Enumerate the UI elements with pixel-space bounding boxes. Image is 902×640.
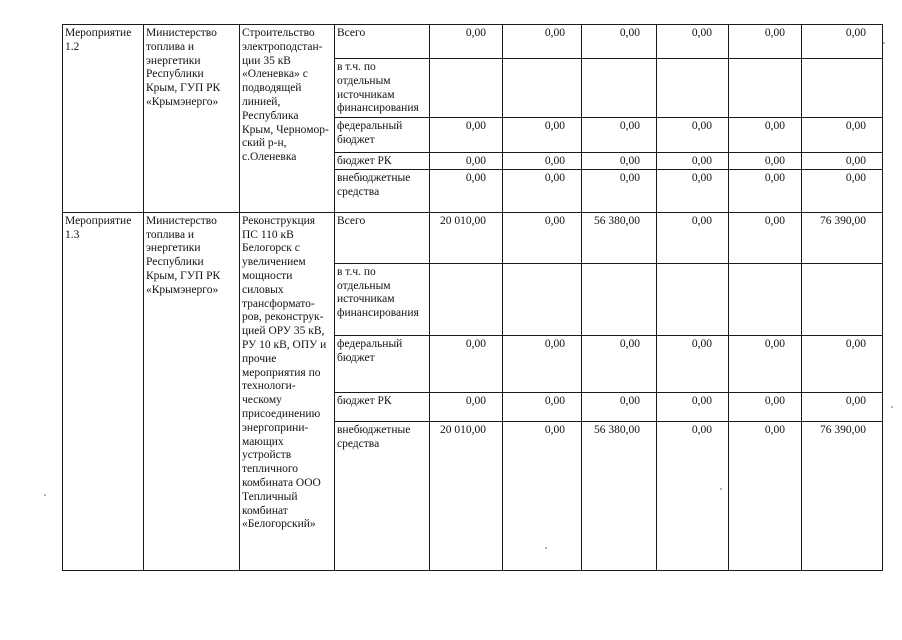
value-cell bbox=[430, 263, 503, 335]
value-cell: 0,00 bbox=[802, 169, 883, 212]
value-cell: 0,00 bbox=[503, 392, 582, 421]
value-cell: 0,00 bbox=[582, 118, 657, 153]
value-cell: 0,00 bbox=[802, 392, 883, 421]
value-cell: 0,00 bbox=[802, 335, 883, 392]
value-cell: 0,00 bbox=[582, 392, 657, 421]
value-cell bbox=[503, 263, 582, 335]
value-cell bbox=[582, 263, 657, 335]
executor-cell: Министерство топлива и энергетики Республики Крым, ГУП РК «Крымэнерго» bbox=[144, 212, 240, 570]
value-cell: 0,00 bbox=[657, 335, 729, 392]
value-cell: 0,00 bbox=[503, 169, 582, 212]
value-cell: 0,00 bbox=[657, 153, 729, 170]
scan-speck bbox=[44, 494, 46, 496]
source-cell: внебюджетные средства bbox=[335, 421, 430, 570]
value-cell: 0,00 bbox=[802, 25, 883, 59]
value-cell: 0,00 bbox=[657, 25, 729, 59]
scan-speck bbox=[720, 488, 722, 490]
value-cell: 0,00 bbox=[430, 118, 503, 153]
value-cell: 0,00 bbox=[657, 421, 729, 570]
value-cell bbox=[729, 263, 802, 335]
value-cell: 0,00 bbox=[657, 118, 729, 153]
value-cell: 0,00 bbox=[657, 212, 729, 263]
object-cell: Реконструкция ПС 110 кВ Белогорск с увеличением мощности силовых трансформато-ров, реконструк-цией ОРУ 35 кВ, РУ 10 кВ, ОПУ и прочие мероприятия по технологи-ческому присоединению энергоприни-мающих устройств тепличного комбината ООО Тепличный комбинат «Белогорский» bbox=[240, 212, 335, 570]
value-cell: 56 380,00 bbox=[582, 421, 657, 570]
value-cell: 0,00 bbox=[430, 392, 503, 421]
event-cell: Мероприятие 1.3 bbox=[63, 212, 144, 570]
scan-speck bbox=[545, 547, 547, 549]
value-cell: 0,00 bbox=[503, 25, 582, 59]
value-cell: 0,00 bbox=[582, 25, 657, 59]
table-row bbox=[63, 25, 883, 59]
value-cell bbox=[802, 263, 883, 335]
event-cell: Мероприятие 1.2 bbox=[63, 25, 144, 213]
value-cell: 0,00 bbox=[729, 335, 802, 392]
executor-cell: Министерство топлива и энергетики Республики Крым, ГУП РК «Крымэнерго» bbox=[144, 25, 240, 213]
value-cell bbox=[657, 263, 729, 335]
source-cell: федеральный бюджет bbox=[335, 335, 430, 392]
scan-speck bbox=[891, 406, 893, 408]
source-cell: в т.ч. по отдельным источникам финансирования bbox=[335, 59, 430, 118]
value-cell: 76 390,00 bbox=[802, 421, 883, 570]
value-cell: 0,00 bbox=[729, 25, 802, 59]
value-cell: 0,00 bbox=[582, 169, 657, 212]
value-cell: 0,00 bbox=[582, 335, 657, 392]
value-cell: 0,00 bbox=[430, 169, 503, 212]
value-cell: 0,00 bbox=[503, 118, 582, 153]
value-cell: 0,00 bbox=[503, 421, 582, 570]
source-cell: Всего bbox=[335, 212, 430, 263]
value-cell: 56 380,00 bbox=[582, 212, 657, 263]
value-cell bbox=[802, 59, 883, 118]
scan-speck bbox=[883, 42, 885, 44]
value-cell: 0,00 bbox=[657, 392, 729, 421]
value-cell: 0,00 bbox=[729, 212, 802, 263]
value-cell: 0,00 bbox=[729, 169, 802, 212]
value-cell bbox=[657, 59, 729, 118]
object-cell: Строительство электроподстан-ции 35 кВ «Оленевка» с подводящей линией, Республика Крым, Черномор-ский р-н, с.Оленевка bbox=[240, 25, 335, 213]
source-cell: в т.ч. по отдельным источникам финансирования bbox=[335, 263, 430, 335]
value-cell: 0,00 bbox=[503, 212, 582, 263]
table-row bbox=[63, 212, 883, 263]
value-cell: 0,00 bbox=[503, 153, 582, 170]
value-cell: 0,00 bbox=[503, 335, 582, 392]
value-cell: 76 390,00 bbox=[802, 212, 883, 263]
value-cell: 0,00 bbox=[582, 153, 657, 170]
value-cell: 0,00 bbox=[657, 169, 729, 212]
source-cell: федеральный бюджет bbox=[335, 118, 430, 153]
value-cell: 0,00 bbox=[802, 118, 883, 153]
funding-table bbox=[62, 24, 883, 571]
value-cell bbox=[729, 59, 802, 118]
source-cell: Всего bbox=[335, 25, 430, 59]
value-cell bbox=[503, 59, 582, 118]
value-cell bbox=[430, 59, 503, 118]
value-cell: 0,00 bbox=[430, 153, 503, 170]
value-cell: 0,00 bbox=[729, 421, 802, 570]
value-cell: 0,00 bbox=[802, 153, 883, 170]
value-cell: 0,00 bbox=[430, 25, 503, 59]
value-cell: 0,00 bbox=[729, 118, 802, 153]
value-cell: 0,00 bbox=[729, 392, 802, 421]
source-cell: бюджет РК bbox=[335, 153, 430, 170]
value-cell: 20 010,00 bbox=[430, 212, 503, 263]
value-cell: 20 010,00 bbox=[430, 421, 503, 570]
value-cell: 0,00 bbox=[729, 153, 802, 170]
value-cell bbox=[582, 59, 657, 118]
value-cell: 0,00 bbox=[430, 335, 503, 392]
source-cell: внебюджетные средства bbox=[335, 169, 430, 212]
source-cell: бюджет РК bbox=[335, 392, 430, 421]
